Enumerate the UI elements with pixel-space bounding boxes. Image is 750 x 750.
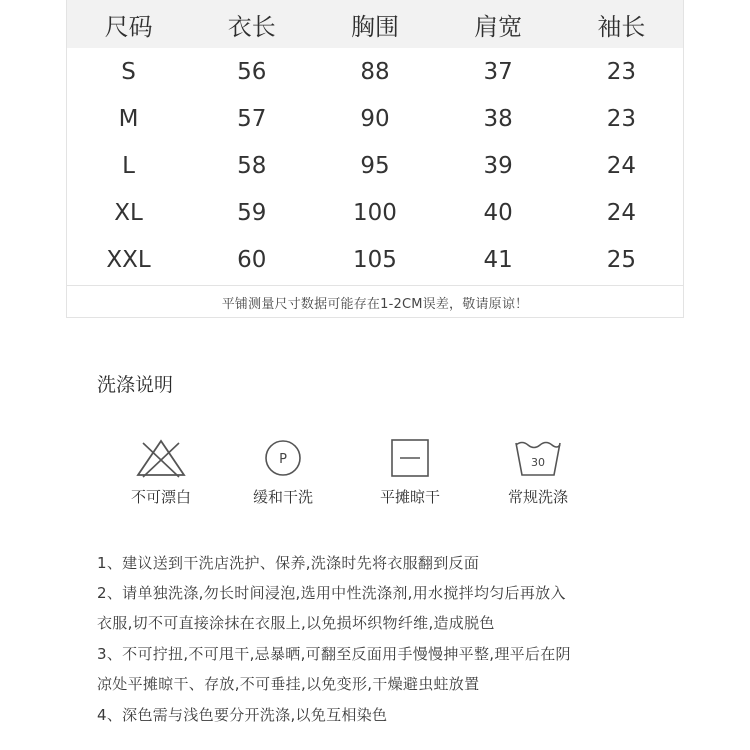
care-label: 平摊晾干	[379, 488, 440, 506]
table-cell: S	[121, 58, 136, 85]
table-cell: 56	[237, 58, 267, 85]
table-cell: 57	[237, 105, 267, 132]
wash-30-icon	[513, 437, 563, 483]
care-label: 不可漂白	[130, 488, 191, 506]
table-cell: M	[118, 105, 139, 132]
table-row	[67, 236, 683, 283]
dry-flat-icon	[389, 437, 431, 483]
table-cell: 90	[360, 105, 390, 132]
header-chest: 胸围	[350, 12, 399, 41]
table-row	[67, 48, 683, 95]
size-table	[66, 0, 684, 318]
instruction-line: 3、不可拧扭,不可甩干,忌暴晒,可翻至反面用手慢慢抻平整,理平后在阴	[97, 645, 571, 663]
dry-clean-symbol: P	[279, 452, 287, 467]
table-row	[67, 142, 683, 189]
header-sleeve: 袖长	[597, 12, 646, 41]
table-cell: 58	[237, 152, 267, 179]
care-title: 洗涤说明	[97, 374, 174, 396]
table-cell: 100	[353, 199, 397, 226]
table-cell: 25	[606, 246, 636, 273]
instruction-line: 凉处平摊晾干、存放,不可垂挂,以免变形,干燥避虫蛀放置	[97, 675, 480, 693]
header-length: 衣长	[227, 12, 276, 41]
table-cell: 38	[483, 105, 513, 132]
care-item-no-bleach	[101, 432, 221, 512]
care-item-wash-30	[478, 432, 598, 512]
table-cell: L	[122, 152, 135, 179]
table-cell: 41	[483, 246, 513, 273]
table-cell: 24	[606, 199, 636, 226]
table-cell: 24	[606, 152, 636, 179]
header-size: 尺码	[104, 12, 153, 41]
table-cell: 37	[483, 58, 513, 85]
gentle-dry-clean-icon	[262, 437, 304, 483]
table-cell: 60	[237, 246, 267, 273]
wash-temperature: 30	[531, 456, 545, 469]
table-cell: 23	[606, 105, 636, 132]
table-row	[67, 189, 683, 236]
size-table-header	[67, 0, 683, 48]
table-cell: 40	[483, 199, 513, 226]
instruction-line: 4、深色需与浅色要分开洗涤,以免互相染色	[97, 706, 388, 724]
measurement-note: 平铺测量尺寸数据可能存在1-2CM误差，敬请原谅！	[67, 285, 683, 318]
table-cell: XL	[114, 199, 143, 226]
instruction-line: 1、建议送到干洗店洗护、保养,洗涤时先将衣服翻到反面	[97, 554, 480, 572]
table-row	[67, 95, 683, 142]
care-label: 常规洗涤	[507, 488, 568, 506]
table-cell: XXL	[106, 246, 151, 273]
care-label: 缓和干洗	[252, 488, 313, 506]
header-shoulder: 肩宽	[474, 12, 523, 41]
table-cell: 88	[360, 58, 390, 85]
table-cell: 105	[353, 246, 397, 273]
table-cell: 59	[237, 199, 267, 226]
table-cell: 39	[483, 152, 513, 179]
instruction-line: 衣服,切不可直接涂抹在衣服上,以免损坏织物纤维,造成脱色	[97, 614, 495, 632]
care-item-dry-flat	[350, 432, 470, 512]
table-cell: 23	[606, 58, 636, 85]
table-cell: 95	[360, 152, 390, 179]
care-item-dry-clean	[223, 432, 343, 512]
no-bleach-icon	[133, 437, 189, 483]
instruction-line: 2、请单独洗涤,勿长时间浸泡,选用中性洗涤剂,用水搅拌均匀后再放入	[97, 584, 566, 602]
